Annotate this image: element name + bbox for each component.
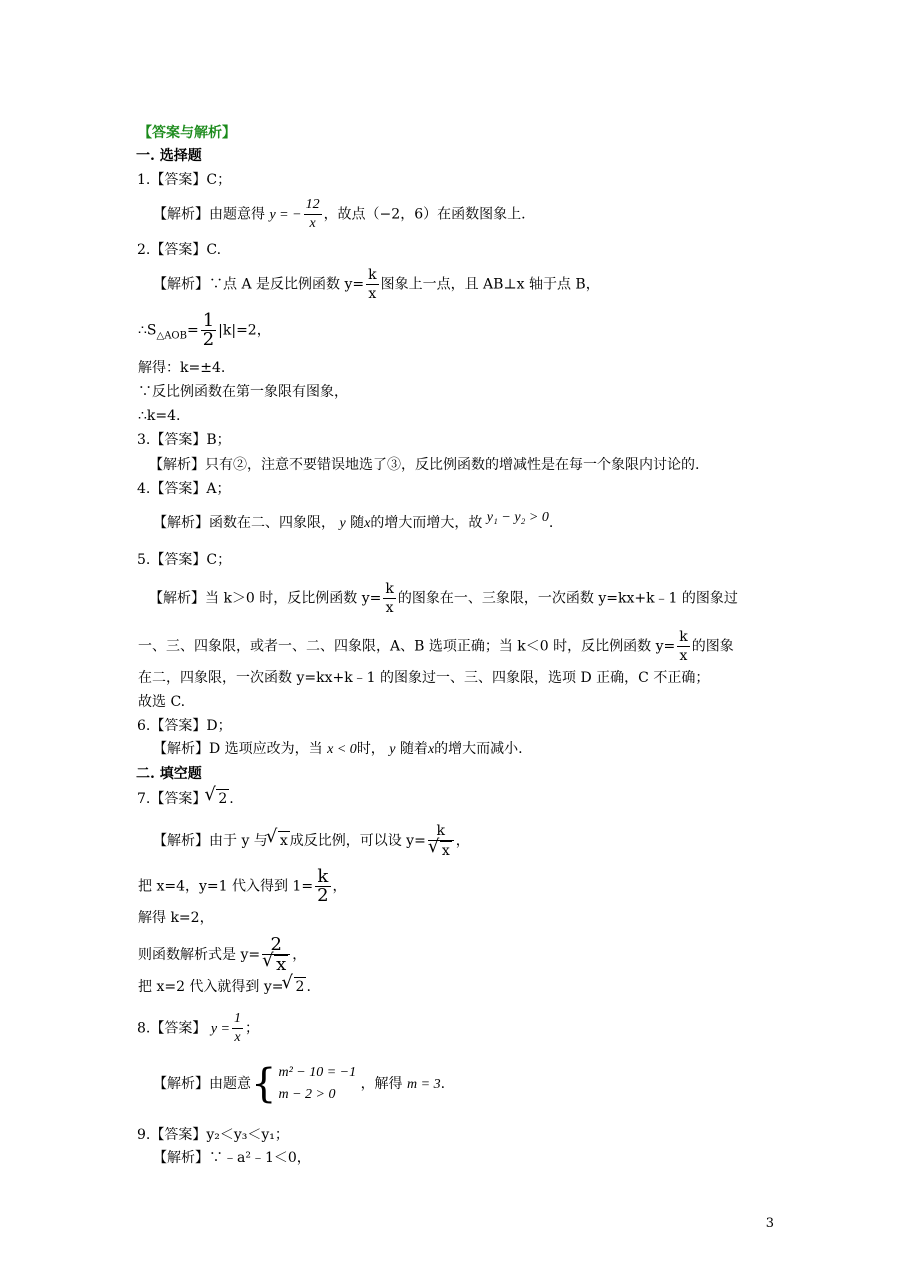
q7-line1-fraction xyxy=(428,822,454,860)
q7-answer-sqrt xyxy=(206,789,229,808)
q7-line5 xyxy=(138,977,311,996)
q5-frac1-den: x xyxy=(385,600,394,616)
q7-line4-fraction xyxy=(262,936,290,974)
q7-line4-den-radicand: x xyxy=(276,954,287,975)
section-header-answer: 【答案与解析】 xyxy=(138,125,236,141)
q8-explanation xyxy=(153,1062,445,1106)
q8-answer-lhs: y = xyxy=(210,1021,230,1037)
q7-line5-end: . xyxy=(306,979,311,995)
q9-answer: 9.【答案】y₂＜y₃＜y₁； xyxy=(137,1127,289,1143)
q7-line4 xyxy=(138,936,306,974)
section-title-choice: 一. 选择题 xyxy=(136,148,202,164)
page-number: 3 xyxy=(765,1216,774,1231)
q1-frac-den: x xyxy=(309,216,316,231)
q2-area-fraction xyxy=(201,312,216,349)
q2-area-eq: = xyxy=(186,322,199,339)
q8-answer-end: ； xyxy=(244,1020,259,1037)
q2-expl-suffix: 图象上一点，且 AB⊥x 轴于点 B， xyxy=(380,276,600,293)
q2-expl-prefix: 【解析】∵点 A 是反比例函数 y= xyxy=(153,276,365,293)
q9-explanation: 【解析】∵﹣a²﹣1＜0， xyxy=(153,1150,311,1166)
q7-line1-frac-num: k xyxy=(428,822,454,841)
q2-line3: 解得：k=±4. xyxy=(138,360,226,376)
q7-line4-frac-num: 2 xyxy=(262,936,290,955)
q2-area-frac-num: 1 xyxy=(202,310,215,331)
q7-answer-radicand: 2 xyxy=(218,791,228,807)
q4-expl-mid2: 的增大而增大，故 xyxy=(370,515,483,531)
q3-answer: 3.【答案】B； xyxy=(137,432,231,448)
q1-explanation xyxy=(153,196,526,233)
q8-system-row2: m − 2 > 0 xyxy=(278,1087,336,1102)
q8-system xyxy=(278,1062,356,1106)
q3-explanation: 【解析】只有②，注意不要错误地选了③，反比例函数的增减性是在每一个象限内讨论的. xyxy=(149,457,700,473)
q8-answer xyxy=(137,1010,259,1047)
q5-line3: 在二，四象限，一次函数 y=kx+k﹣1 的图象过一、三、四象限，选项 D 正确，C 不正确； xyxy=(138,670,710,686)
q5-line2-prefix: 一、三、四象限，或者一、二、四象限，A、B 选项正确；当 k＜0 时，反比例函数 y= xyxy=(138,638,676,655)
q5-frac1-num: k xyxy=(385,581,394,597)
q2-area-prefix: ∴S xyxy=(138,322,157,339)
q4-expl-end: . xyxy=(548,515,554,531)
q5-line4: 故选 C. xyxy=(138,694,186,710)
q5-line1-prefix: 【解析】当 k＞0 时，反比例函数 y= xyxy=(149,590,382,607)
q7-line5-prefix: 把 x=2 代入就得到 y= xyxy=(138,979,284,995)
q1-eq-lhs: y = − xyxy=(269,207,302,223)
q7-line3: 解得 k=2， xyxy=(138,910,214,926)
q7-line1-mid: 成反比例，可以设 y= xyxy=(289,833,426,849)
q8-expl-prefix: 【解析】由题意 xyxy=(153,1076,251,1092)
q2-frac-den: x xyxy=(368,286,377,302)
q2-area-line xyxy=(138,312,271,349)
q2-line5: ∴k=4. xyxy=(138,408,181,424)
q7-line1-den-sqrt xyxy=(430,841,452,860)
q2-explanation xyxy=(153,266,600,303)
q2-line4: ∵反比例函数在第一象限有图象， xyxy=(138,384,348,400)
q8-frac-den: x xyxy=(234,1030,241,1045)
q7-line4-end: ， xyxy=(292,947,307,963)
q1-fraction xyxy=(304,196,322,233)
q6-var-y: y xyxy=(389,742,396,757)
q8-brace: { xyxy=(251,1061,277,1107)
q7-answer xyxy=(137,789,234,808)
q7-line2-fraction xyxy=(315,868,330,905)
q6-expl-end: 的增大而减小. xyxy=(434,741,523,757)
q7-line5-sqrt xyxy=(284,977,307,996)
q6-var-x: x xyxy=(427,742,435,757)
q4-expression: y₁ − y₂ > 0 xyxy=(486,510,549,525)
q8-frac-num: 1 xyxy=(232,1010,243,1029)
q5-line1 xyxy=(149,580,738,617)
q7-line4-prefix: 则函数解析式是 y= xyxy=(138,947,261,963)
q2-answer: 2.【答案】C. xyxy=(137,242,222,258)
q4-var-y: y xyxy=(339,516,346,531)
q5-fraction-1 xyxy=(383,580,395,617)
q2-fraction xyxy=(366,266,378,303)
q6-explanation xyxy=(153,740,523,759)
q7-line2 xyxy=(138,868,347,905)
q7-line1-frac-den xyxy=(428,841,454,860)
q5-frac2-num: k xyxy=(679,629,688,645)
q7-line1 xyxy=(153,822,470,860)
q1-frac-num: 12 xyxy=(304,196,322,215)
section-title-fill: 二. 填空题 xyxy=(136,766,202,782)
q7-line1-end: ， xyxy=(455,833,470,849)
q1-expl-suffix: ，故点（−2，6）在函数图象上. xyxy=(323,206,526,223)
q7-line1-prefix: 【解析】由于 y 与 xyxy=(153,833,268,849)
q4-expl-mid: 随 xyxy=(350,515,365,531)
q7-line2-prefix: 把 x=4，y=1 代入得到 1= xyxy=(138,878,314,895)
q7-line1-sqrt xyxy=(268,831,290,850)
q2-frac-num: k xyxy=(368,267,377,283)
q7-line2-end: ， xyxy=(332,878,347,895)
q1-answer: 1.【答案】C； xyxy=(137,172,232,188)
q5-frac2-den: x xyxy=(679,648,688,664)
q8-answer-label: 8.【答案】 xyxy=(137,1020,207,1037)
q2-area-sub: △AOB xyxy=(156,330,187,342)
q8-expl-mid: ，解得 xyxy=(360,1076,403,1092)
q5-answer: 5.【答案】C； xyxy=(137,552,232,568)
q7-line2-frac-num: k xyxy=(315,868,330,887)
q6-condition: x < 0 xyxy=(327,742,357,757)
q8-system-row1: m² − 10 = −1 xyxy=(278,1065,357,1080)
q2-area-suffix: |k|=2， xyxy=(218,322,271,339)
q7-line2-frac-den: 2 xyxy=(317,885,329,906)
q7-answer-end: . xyxy=(229,791,234,807)
q6-expl-mid2: 随着 xyxy=(399,741,428,757)
q5-line2-suffix: 的图象 xyxy=(691,638,734,655)
q4-var-x: x xyxy=(364,516,371,531)
q6-answer: 6.【答案】D； xyxy=(137,718,232,734)
q1-expl-prefix: 【解析】由题意得 xyxy=(153,206,265,223)
q7-line5-radicand: 2 xyxy=(295,979,305,995)
q5-line2 xyxy=(138,628,734,665)
q6-expl-mid: 时， xyxy=(356,741,385,757)
q5-line1-suffix: 的图象在一、三象限，一次函数 y=kx+k﹣1 的图象过 xyxy=(397,590,738,607)
q4-explanation xyxy=(153,510,554,533)
q7-answer-label: 7.【答案】 xyxy=(137,791,207,807)
q8-result: m = 3 xyxy=(407,1077,441,1092)
q2-area-frac-den: 2 xyxy=(202,329,215,350)
q7-line1-radicand: x xyxy=(279,833,288,849)
q4-answer: 4.【答案】A； xyxy=(137,481,231,497)
q5-fraction-2 xyxy=(677,628,689,665)
q4-expl-prefix: 【解析】函数在二、四象限， xyxy=(153,515,335,531)
q8-expl-end: . xyxy=(440,1076,446,1092)
q7-line1-den-radicand: x xyxy=(441,843,450,859)
q8-answer-fraction xyxy=(232,1010,243,1047)
q6-expl-prefix: 【解析】D 选项应改为，当 xyxy=(153,741,323,757)
